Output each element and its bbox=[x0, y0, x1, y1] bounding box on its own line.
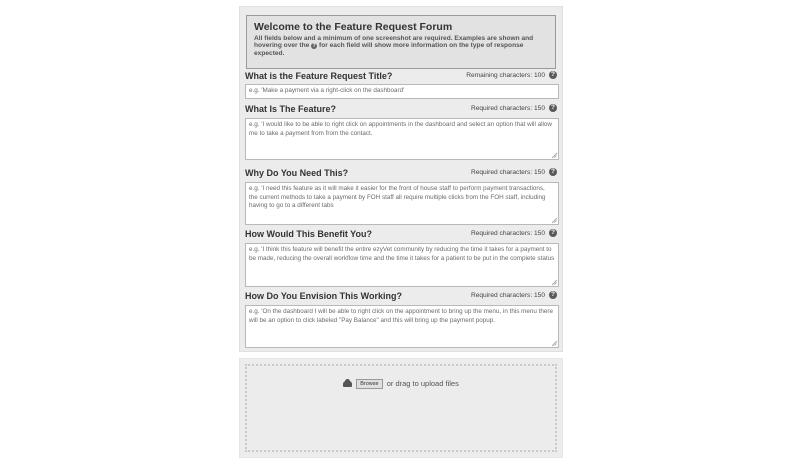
field-label: What Is The Feature? bbox=[245, 104, 337, 114]
textarea-placeholder: e.g. 'I would like to be able to right click on appointments in the dashboard and select an option that will allow me to take a payment from from the contact. bbox=[249, 121, 552, 137]
welcome-text bbox=[254, 35, 548, 57]
welcome-box bbox=[246, 15, 556, 69]
character-counter: Remaining characters: 100 bbox=[466, 72, 545, 79]
field-label: Why Do You Need This? bbox=[245, 168, 349, 178]
feature-request-form bbox=[239, 6, 563, 352]
character-counter: Required characters: 150 bbox=[470, 105, 545, 112]
character-counter: Required characters: 150 bbox=[470, 292, 545, 299]
cloud-upload-icon bbox=[343, 381, 352, 387]
field-label: What is the Feature Request Title? bbox=[245, 71, 393, 81]
help-icon[interactable]: ? bbox=[549, 71, 557, 79]
help-icon[interactable]: ? bbox=[549, 168, 557, 176]
character-counter: Required characters: 150 bbox=[470, 169, 545, 176]
field-title-request bbox=[245, 71, 559, 94]
resize-handle-icon[interactable] bbox=[551, 217, 557, 223]
help-icon[interactable]: ? bbox=[549, 104, 557, 112]
field-envision bbox=[245, 291, 559, 324]
textarea-placeholder: e.g. 'I need this feature as it will make it easier for the front of house staff to perform payment transactions, the current methods to take a payment by FOH staff all require multiple clicks from the FOH staff, including having to go to a different tabs bbox=[249, 185, 546, 210]
field-benefit bbox=[245, 229, 559, 262]
field-why-need bbox=[245, 168, 559, 210]
benefit-textarea[interactable] bbox=[245, 243, 559, 287]
help-icon[interactable]: ? bbox=[549, 291, 557, 299]
question-icon: ? bbox=[312, 42, 316, 49]
welcome-title: Welcome to the Feature Request Forum bbox=[254, 21, 453, 33]
textarea-placeholder: e.g. 'I think this feature will benefit the entire ezyVet community by reducing the time it takes for a payment to be made, reducing the overall workflow time and the time it takes for a patient to be put in the complete status bbox=[249, 246, 555, 262]
field-label: How Would This Benefit You? bbox=[245, 229, 372, 239]
file-upload-panel bbox=[239, 358, 563, 458]
browse-button[interactable]: Browse bbox=[356, 379, 382, 389]
textarea-placeholder: e.g. 'On the dashboard I will be able to right click on the appointment to bring up the menu, in this menu there will be an option to click labeled "Pay Balance" and this will bring up the payment popup. bbox=[249, 308, 553, 324]
drag-text: or drag to upload files bbox=[386, 379, 459, 388]
dropzone[interactable] bbox=[245, 364, 557, 452]
title-input[interactable] bbox=[245, 84, 559, 99]
envision-textarea[interactable] bbox=[245, 305, 559, 348]
welcome-text-end: for each field will show more information on the type of response expected. bbox=[254, 42, 524, 57]
welcome-text-start: All fields below and a minimum of one screenshot are required. Examples are shown and hovering over the bbox=[254, 35, 534, 50]
feature-textarea[interactable] bbox=[245, 118, 559, 160]
field-what-is-feature bbox=[245, 104, 559, 137]
why-need-textarea[interactable] bbox=[245, 182, 559, 225]
input-placeholder: e.g. 'Make a payment via a right-click on the dashboard' bbox=[249, 87, 405, 94]
resize-handle-icon[interactable] bbox=[551, 152, 557, 158]
resize-handle-icon[interactable] bbox=[551, 340, 557, 346]
character-counter: Required characters: 150 bbox=[470, 230, 545, 237]
field-label: How Do You Envision This Working? bbox=[245, 291, 403, 301]
resize-handle-icon[interactable] bbox=[551, 279, 557, 285]
help-icon[interactable]: ? bbox=[549, 229, 557, 237]
upload-prompt bbox=[247, 379, 555, 389]
